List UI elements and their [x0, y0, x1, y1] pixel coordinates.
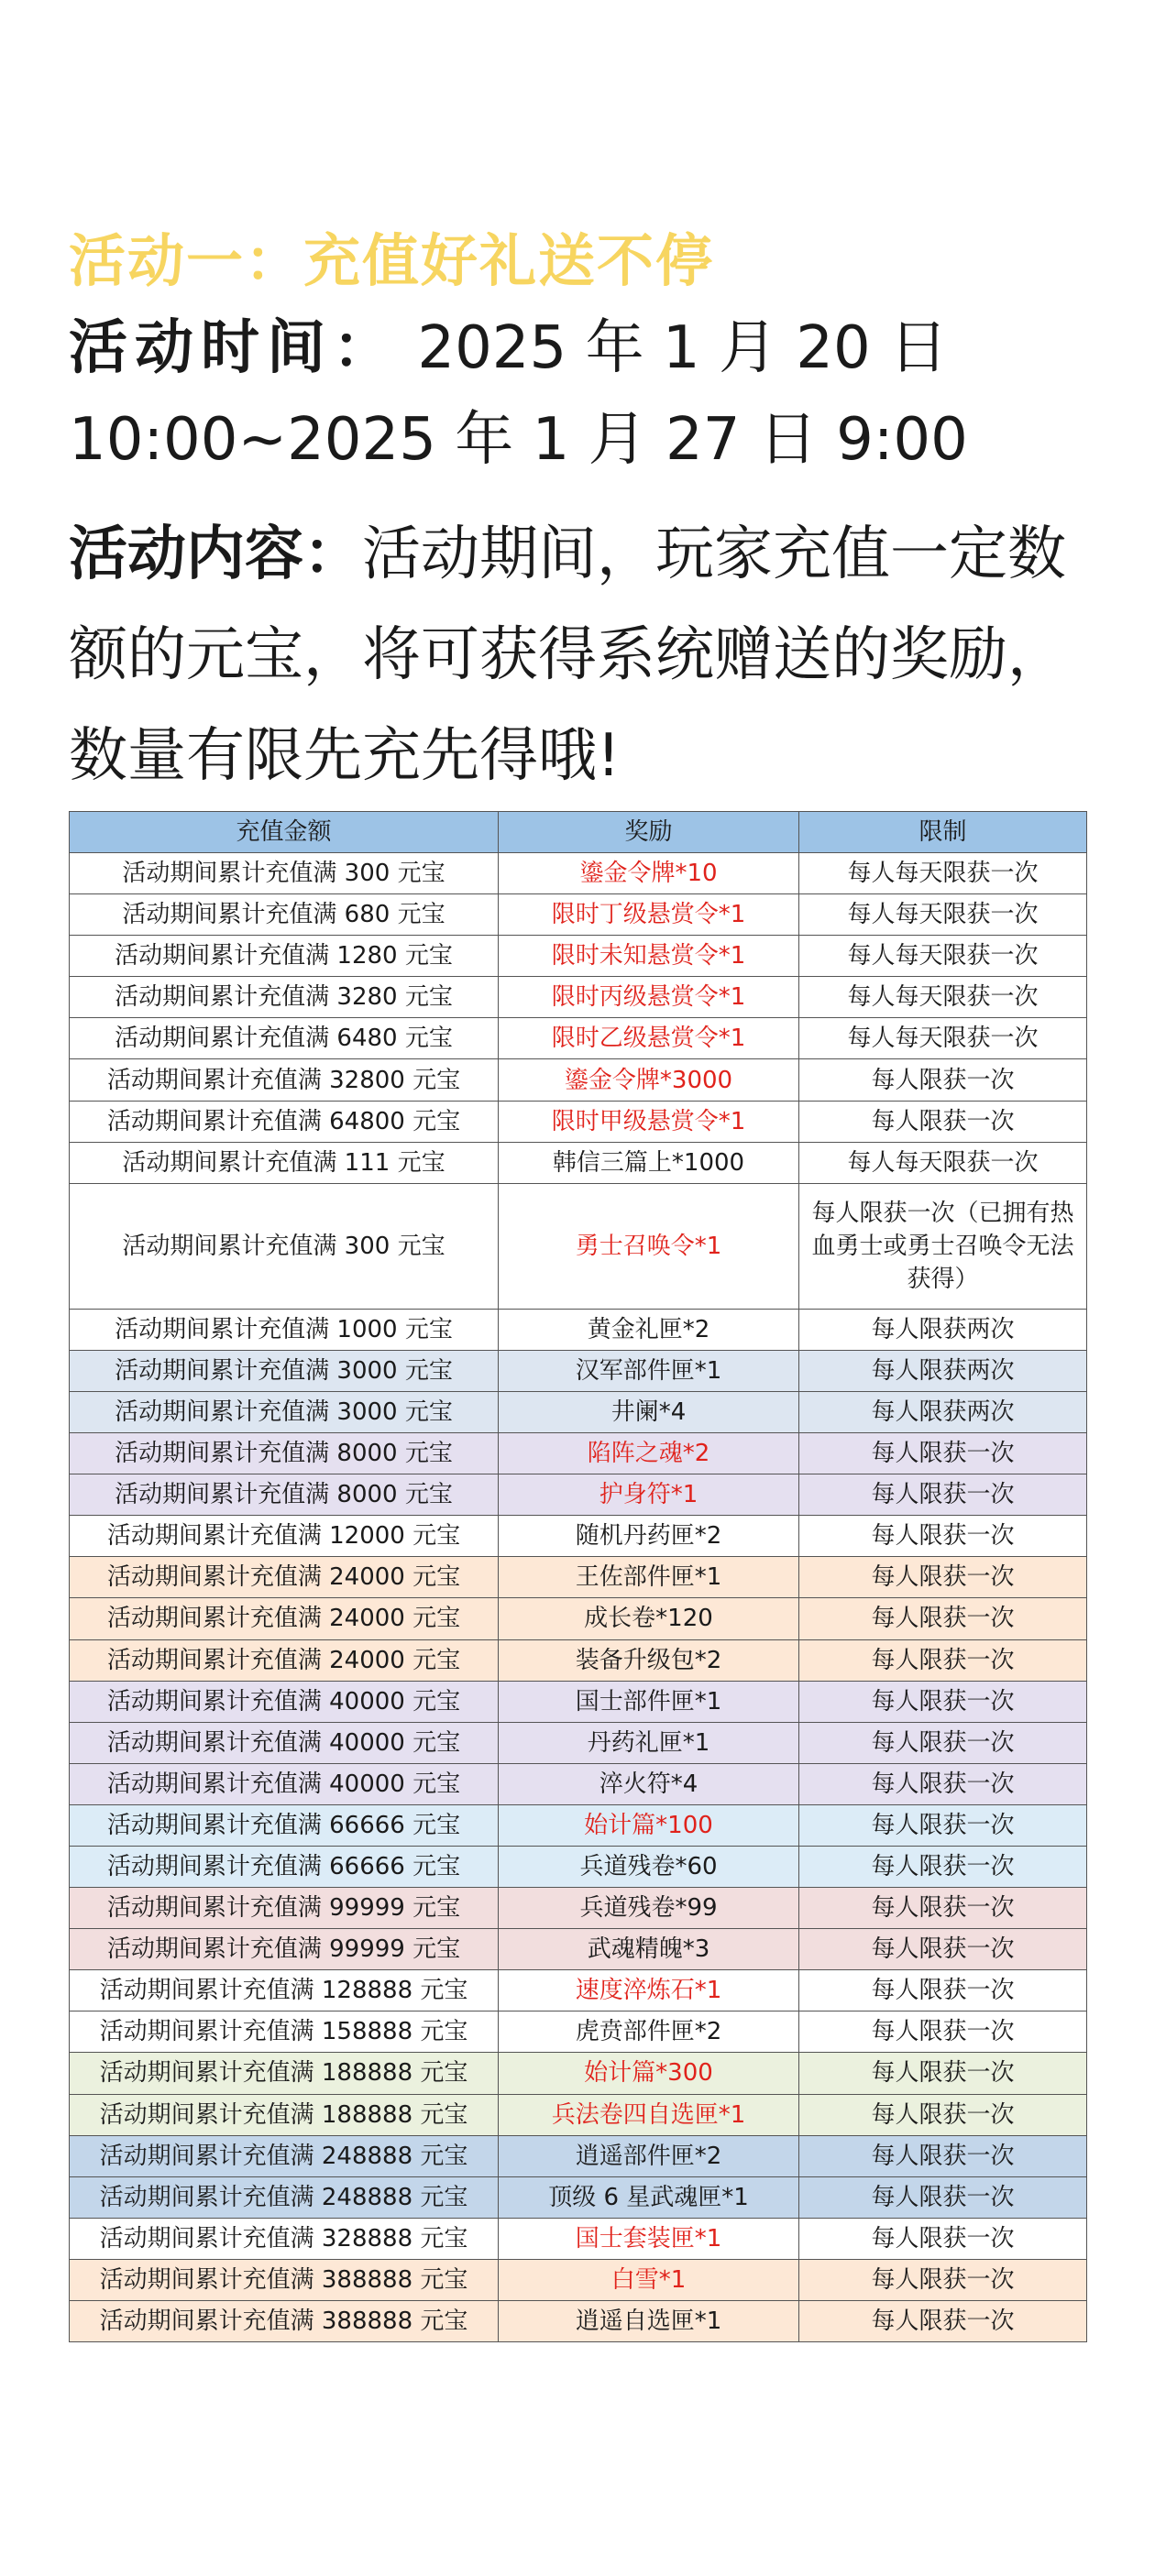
limit-cell: 每人限获一次 [799, 2011, 1087, 2053]
table-header-row [70, 812, 1087, 853]
table-row [70, 1309, 1087, 1350]
reward-cell: 始计篇*100 [499, 1804, 799, 1846]
amount-cell: 活动期间累计充值满 111 元宝 [70, 1142, 499, 1183]
reward-cell: 井阑*4 [499, 1391, 799, 1432]
header-amount: 充值金额 [70, 812, 499, 853]
header-reward: 奖励 [499, 812, 799, 853]
reward-cell: 速度淬炼石*1 [499, 1970, 799, 2011]
table-row [70, 2094, 1087, 2135]
amount-cell: 活动期间累计充值满 99999 元宝 [70, 1888, 499, 1929]
limit-cell: 每人限获两次 [799, 1350, 1087, 1391]
reward-cell: 限时甲级悬赏令*1 [499, 1101, 799, 1142]
reward-cell: 国士部件匣*1 [499, 1681, 799, 1722]
reward-cell: 虎贲部件匣*2 [499, 2011, 799, 2053]
amount-cell: 活动期间累计充值满 300 元宝 [70, 1183, 499, 1309]
content-label: 活动内容： [69, 521, 362, 588]
limit-cell: 每人限获一次 [799, 1516, 1087, 1557]
amount-cell: 活动期间累计充值满 99999 元宝 [70, 1929, 499, 1970]
table-row [70, 1557, 1087, 1598]
reward-cell: 兵道残卷*99 [499, 1888, 799, 1929]
limit-cell: 每人限获一次 [799, 1846, 1087, 1887]
reward-cell: 装备升级包*2 [499, 1639, 799, 1681]
limit-cell: 每人限获一次 [799, 2218, 1087, 2259]
amount-cell: 活动期间累计充值满 40000 元宝 [70, 1722, 499, 1763]
limit-cell: 每人限获一次 [799, 1433, 1087, 1474]
amount-cell: 活动期间累计充值满 158888 元宝 [70, 2011, 499, 2053]
reward-cell: 勇士召唤令*1 [499, 1183, 799, 1309]
limit-cell: 每人限获一次 [799, 2135, 1087, 2176]
amount-cell: 活动期间累计充值满 680 元宝 [70, 894, 499, 936]
limit-cell: 每人限获一次 [799, 1557, 1087, 1598]
reward-cell: 韩信三篇上*1000 [499, 1142, 799, 1183]
table-row [70, 2176, 1087, 2218]
reward-cell: 限时未知悬赏令*1 [499, 936, 799, 977]
reward-cell: 护身符*1 [499, 1474, 799, 1516]
amount-cell: 活动期间累计充值满 8000 元宝 [70, 1433, 499, 1474]
table-row [70, 1433, 1087, 1474]
limit-cell: 每人限获一次（已拥有热血勇士或勇士召唤令无法获得） [799, 1183, 1087, 1309]
table-row [70, 1639, 1087, 1681]
amount-cell: 活动期间累计充值满 24000 元宝 [70, 1598, 499, 1639]
table-row [70, 2053, 1087, 2094]
amount-cell: 活动期间累计充值满 40000 元宝 [70, 1763, 499, 1804]
reward-cell: 黄金礼匣*2 [499, 1309, 799, 1350]
amount-cell: 活动期间累计充值满 248888 元宝 [70, 2135, 499, 2176]
amount-cell: 活动期间累计充值满 188888 元宝 [70, 2094, 499, 2135]
amount-cell: 活动期间累计充值满 24000 元宝 [70, 1557, 499, 1598]
amount-cell: 活动期间累计充值满 1280 元宝 [70, 936, 499, 977]
table-row [70, 1183, 1087, 1309]
limit-cell: 每人限获一次 [799, 2094, 1087, 2135]
limit-cell: 每人限获一次 [799, 1639, 1087, 1681]
table-row [70, 1970, 1087, 2011]
limit-cell: 每人限获一次 [799, 1804, 1087, 1846]
table-row [70, 1846, 1087, 1887]
limit-cell: 每人限获一次 [799, 2053, 1087, 2094]
table-row [70, 1474, 1087, 1516]
reward-cell: 顶级 6 星武魂匣*1 [499, 2176, 799, 2218]
table-row [70, 936, 1087, 977]
reward-cell: 王佐部件匣*1 [499, 1557, 799, 1598]
table-row [70, 1350, 1087, 1391]
reward-cell: 限时丁级悬赏令*1 [499, 894, 799, 936]
amount-cell: 活动期间累计充值满 328888 元宝 [70, 2218, 499, 2259]
activity-time [69, 302, 1086, 486]
limit-cell: 每人限获一次 [799, 2176, 1087, 2218]
table-row [70, 2218, 1087, 2259]
reward-cell: 鎏金令牌*10 [499, 853, 799, 894]
table-row [70, 1929, 1087, 1970]
reward-cell: 国士套装匣*1 [499, 2218, 799, 2259]
table-row [70, 977, 1087, 1018]
table-row [70, 2135, 1087, 2176]
amount-cell: 活动期间累计充值满 8000 元宝 [70, 1474, 499, 1516]
limit-cell: 每人限获一次 [799, 1681, 1087, 1722]
table-row [70, 1101, 1087, 1142]
limit-cell: 每人限获一次 [799, 1101, 1087, 1142]
reward-cell: 始计篇*300 [499, 2053, 799, 2094]
amount-cell: 活动期间累计充值满 3000 元宝 [70, 1350, 499, 1391]
amount-cell: 活动期间累计充值满 40000 元宝 [70, 1681, 499, 1722]
header-limit: 限制 [799, 812, 1087, 853]
limit-cell: 每人每天限获一次 [799, 1142, 1087, 1183]
reward-cell: 鎏金令牌*3000 [499, 1059, 799, 1101]
limit-cell: 每人限获一次 [799, 2259, 1087, 2300]
limit-cell: 每人限获一次 [799, 1598, 1087, 1639]
amount-cell: 活动期间累计充值满 3000 元宝 [70, 1391, 499, 1432]
table-row [70, 1804, 1087, 1846]
amount-cell: 活动期间累计充值满 66666 元宝 [70, 1804, 499, 1846]
table-row [70, 1598, 1087, 1639]
limit-cell: 每人限获一次 [799, 1059, 1087, 1101]
table-row [70, 894, 1087, 936]
reward-cell: 限时乙级悬赏令*1 [499, 1018, 799, 1059]
limit-cell: 每人每天限获一次 [799, 936, 1087, 977]
amount-cell: 活动期间累计充值满 1000 元宝 [70, 1309, 499, 1350]
reward-cell: 随机丹药匣*2 [499, 1516, 799, 1557]
limit-cell: 每人限获一次 [799, 2301, 1087, 2342]
reward-cell: 限时丙级悬赏令*1 [499, 977, 799, 1018]
table-row [70, 1681, 1087, 1722]
limit-cell: 每人每天限获一次 [799, 853, 1087, 894]
table-row [70, 1059, 1087, 1101]
amount-cell: 活动期间累计充值满 248888 元宝 [70, 2176, 499, 2218]
limit-cell: 每人每天限获一次 [799, 977, 1087, 1018]
amount-cell: 活动期间累计充值满 388888 元宝 [70, 2259, 499, 2300]
reward-cell: 成长卷*120 [499, 1598, 799, 1639]
limit-cell: 每人限获一次 [799, 1970, 1087, 2011]
time-value-line1: 2025 年 1 月 20 日 [417, 314, 949, 382]
amount-cell: 活动期间累计充值满 6480 元宝 [70, 1018, 499, 1059]
amount-cell: 活动期间累计充值满 64800 元宝 [70, 1101, 499, 1142]
limit-cell: 每人限获一次 [799, 1929, 1087, 1970]
table-row [70, 1516, 1087, 1557]
table-row [70, 2301, 1087, 2342]
activity-title: 活动一：充值好礼送不停 [69, 227, 715, 294]
amount-cell: 活动期间累计充值满 3280 元宝 [70, 977, 499, 1018]
time-label: 活动时间： [69, 314, 399, 382]
amount-cell: 活动期间累计充值满 300 元宝 [70, 853, 499, 894]
table-row [70, 853, 1087, 894]
content-text: 活动期间，玩家充值一定数额的元宝，将可获得系统赠送的奖励，数量有限先充先得哦! [69, 521, 1066, 790]
reward-cell: 白雪*1 [499, 2259, 799, 2300]
table-row [70, 1142, 1087, 1183]
table-row [70, 1888, 1087, 1929]
reward-cell: 兵道残卷*60 [499, 1846, 799, 1887]
limit-cell: 每人限获一次 [799, 1722, 1087, 1763]
amount-cell: 活动期间累计充值满 388888 元宝 [70, 2301, 499, 2342]
reward-cell: 武魂精魄*3 [499, 1929, 799, 1970]
amount-cell: 活动期间累计充值满 128888 元宝 [70, 1970, 499, 2011]
limit-cell: 每人限获两次 [799, 1309, 1087, 1350]
amount-cell: 活动期间累计充值满 188888 元宝 [70, 2053, 499, 2094]
limit-cell: 每人限获两次 [799, 1391, 1087, 1432]
amount-cell: 活动期间累计充值满 24000 元宝 [70, 1639, 499, 1681]
table-row [70, 1722, 1087, 1763]
rewards-table [69, 811, 1087, 2342]
limit-cell: 每人限获一次 [799, 1888, 1087, 1929]
amount-cell: 活动期间累计充值满 12000 元宝 [70, 1516, 499, 1557]
reward-cell: 逍遥部件匣*2 [499, 2135, 799, 2176]
table-row [70, 2011, 1087, 2053]
limit-cell: 每人每天限获一次 [799, 1018, 1087, 1059]
table-row [70, 1018, 1087, 1059]
reward-cell: 兵法卷四自选匣*1 [499, 2094, 799, 2135]
limit-cell: 每人每天限获一次 [799, 894, 1087, 936]
reward-cell: 淬火符*4 [499, 1763, 799, 1804]
reward-cell: 汉军部件匣*1 [499, 1350, 799, 1391]
table-row [70, 1763, 1087, 1804]
limit-cell: 每人限获一次 [799, 1474, 1087, 1516]
activity-intro [69, 220, 1086, 806]
reward-cell: 陷阵之魂*2 [499, 1433, 799, 1474]
table-row [70, 1391, 1087, 1432]
amount-cell: 活动期间累计充值满 32800 元宝 [70, 1059, 499, 1101]
reward-cell: 逍遥自选匣*1 [499, 2301, 799, 2342]
reward-cell: 丹药礼匣*1 [499, 1722, 799, 1763]
table-row [70, 2259, 1087, 2300]
amount-cell: 活动期间累计充值满 66666 元宝 [70, 1846, 499, 1887]
time-value-line2: 10:00~2025 年 1 月 27 日 9:00 [69, 406, 968, 474]
limit-cell: 每人限获一次 [799, 1763, 1087, 1804]
activity-content [69, 504, 1086, 806]
